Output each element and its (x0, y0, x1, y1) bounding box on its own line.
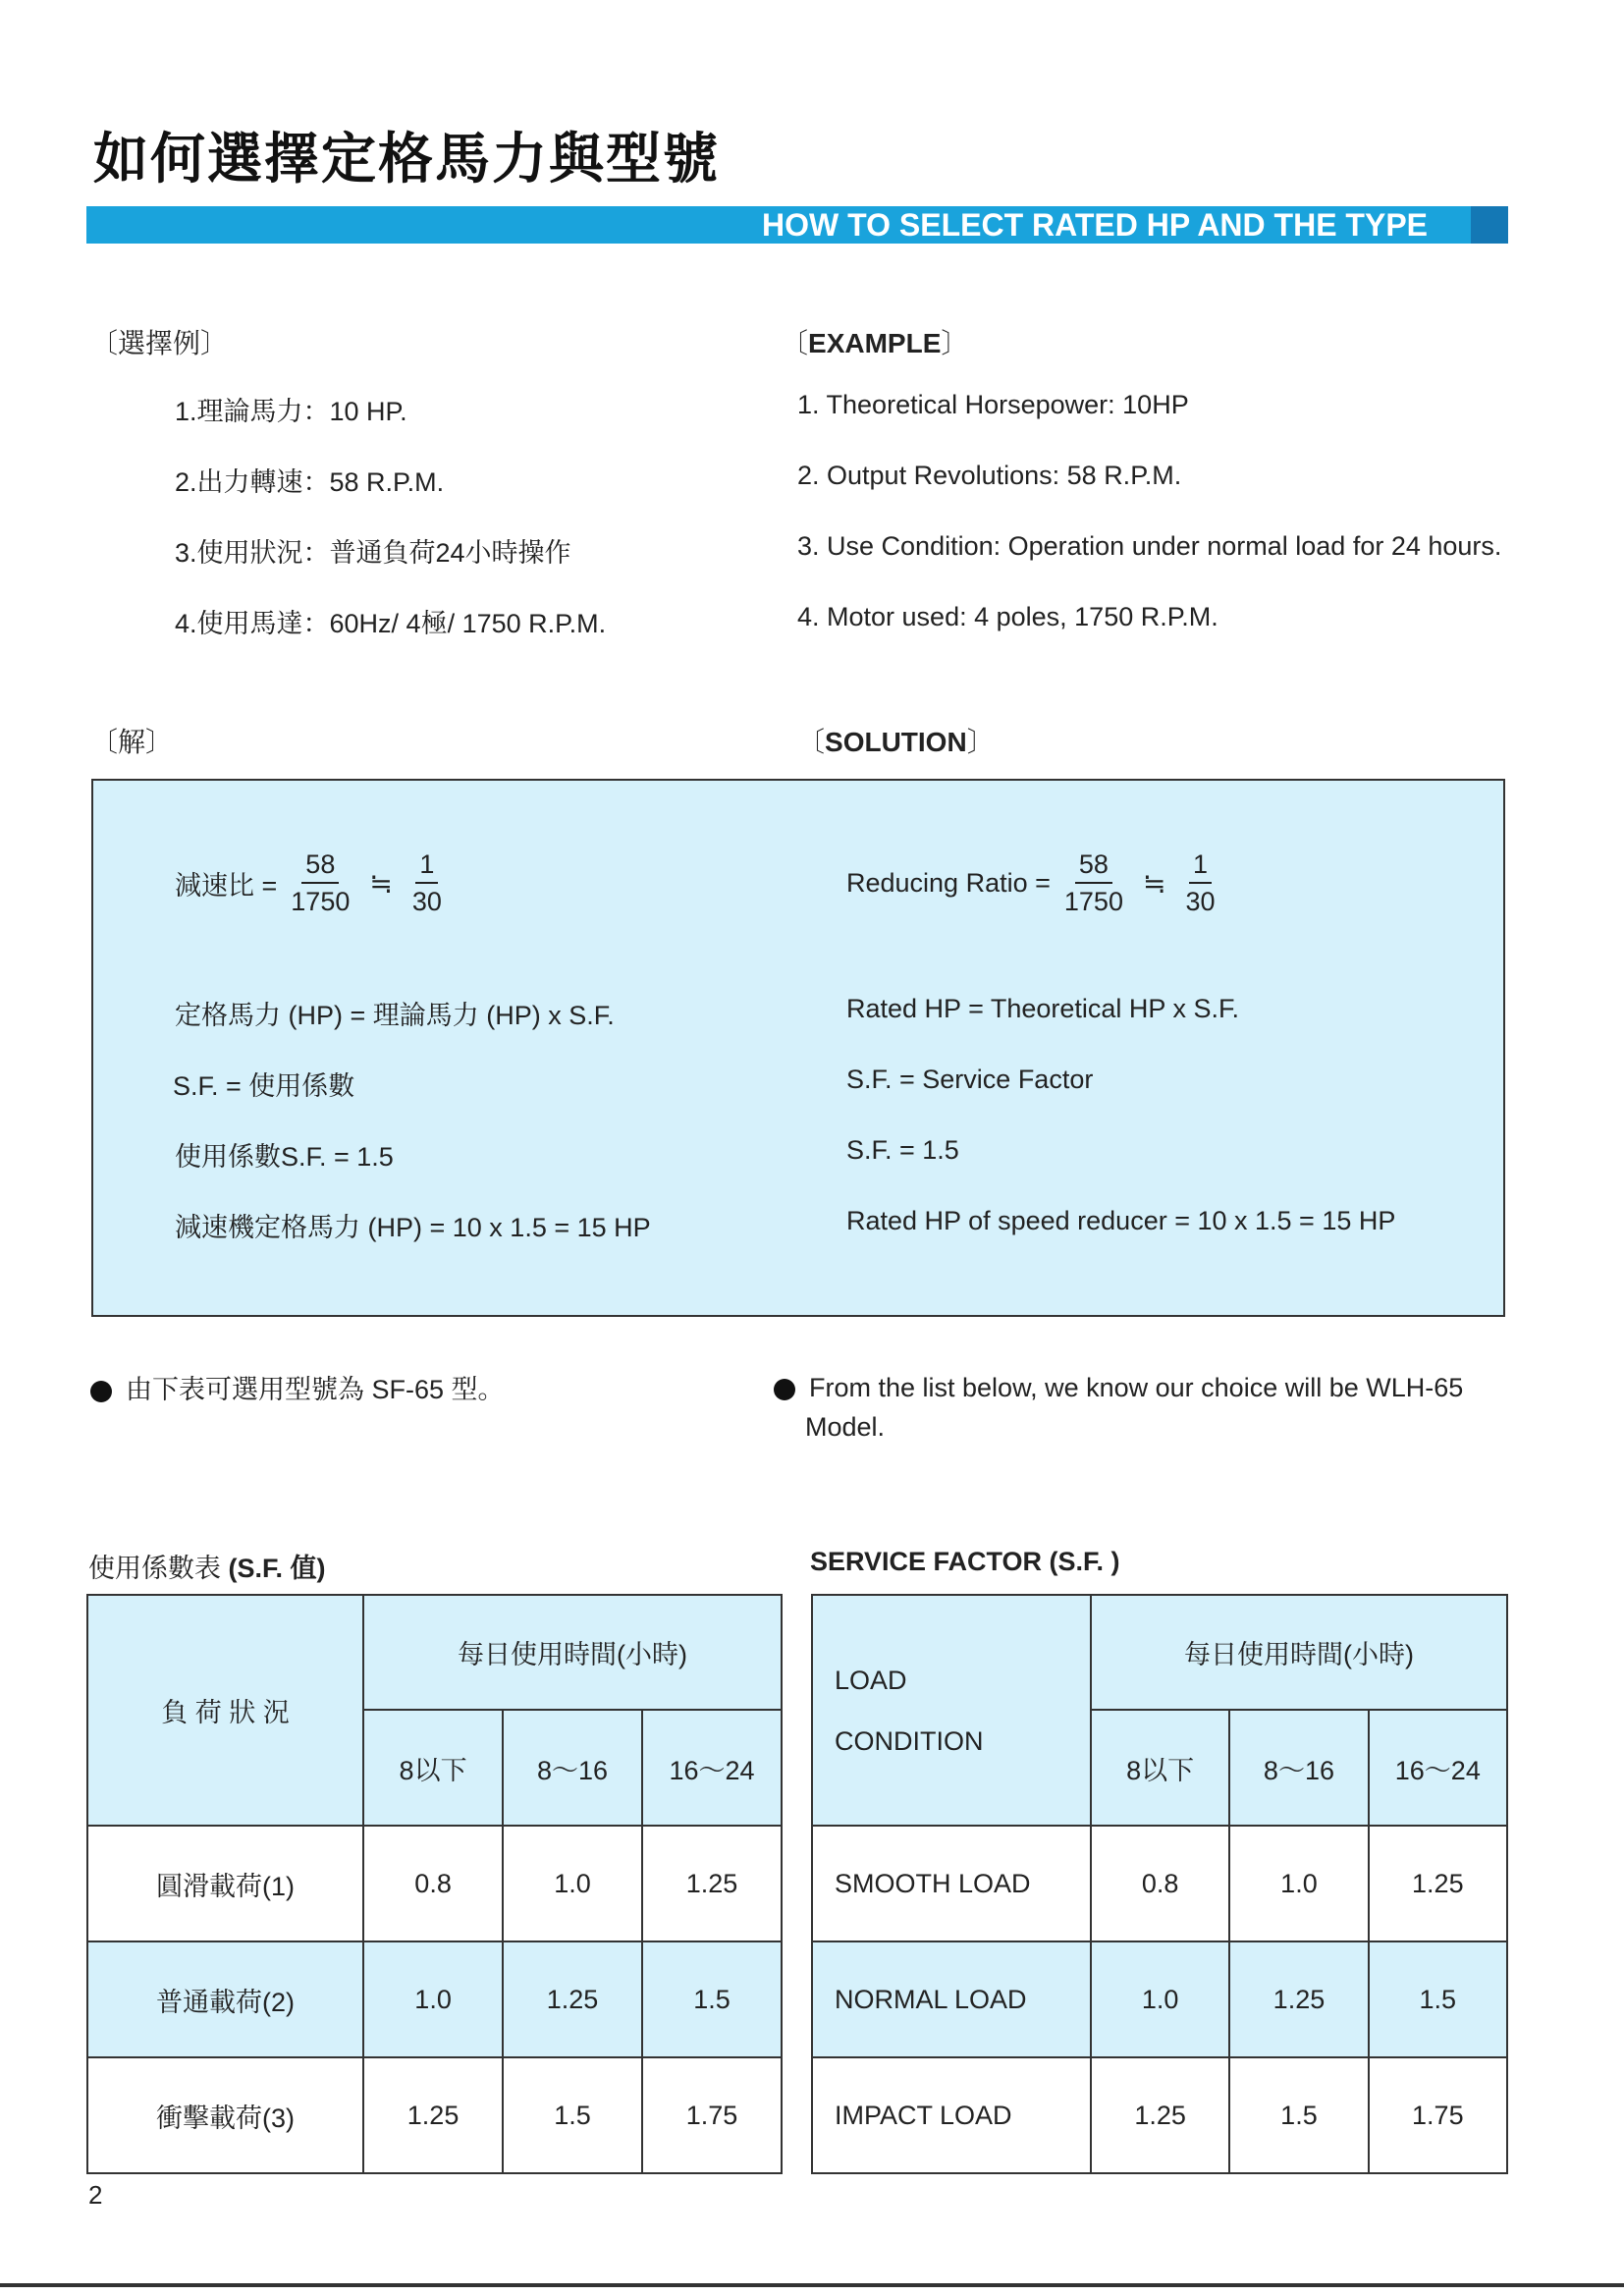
example-item-zh-2: 2.出力轉速：58 R.P.M. (175, 467, 445, 497)
example-item-zh-4: 4.使用馬達：60Hz/ 4極/ 1750 R.P.M. (175, 609, 607, 638)
page-title-en: HOW TO SELECT RATED HP AND THE TYPE (762, 207, 1428, 243)
solution-line-en-1: Rated HP = Theoretical HP x S.F. (846, 994, 1239, 1023)
service-factor-table-zh (86, 1594, 783, 2174)
table-cell: 1.5 (642, 1941, 782, 2057)
col-hours-16-24: 16～24 (642, 1710, 782, 1826)
solution-line-zh-3: 使用係數S.F. = 1.5 (175, 1142, 394, 1172)
ratio-formula-zh (175, 848, 456, 917)
solution-line-zh-2: S.F. = 使用係數 (173, 1071, 355, 1101)
load-condition-header: LOAD CONDITION (812, 1595, 1091, 1826)
table-row (87, 1826, 782, 1941)
example-item-en-4: 4. Motor used: 4 poles, 1750 R.P.M. (797, 602, 1218, 631)
table-row (812, 2057, 1507, 2173)
col-hours-8-16: 8～16 (1229, 1710, 1368, 1826)
row-label: IMPACT LOAD (812, 2057, 1091, 2173)
table-cell: 1.0 (363, 1941, 503, 2057)
ratio-formula-en (846, 848, 1229, 917)
table-cell: 1.5 (1369, 1941, 1507, 2057)
table-cell: 1.75 (642, 2057, 782, 2173)
table-row (87, 1941, 782, 2057)
col-hours-under-8: 8以下 (363, 1710, 503, 1826)
table-cell: 1.0 (1091, 1941, 1229, 2057)
solution-line-en-3: S.F. = 1.5 (846, 1135, 959, 1165)
example-item-en-2: 2. Output Revolutions: 58 R.P.M. (797, 461, 1182, 490)
table-cell: 0.8 (1091, 1826, 1229, 1941)
table-cell: 1.5 (503, 2057, 642, 2173)
col-hours-8-16: 8～16 (503, 1710, 642, 1826)
table-cell: 1.0 (1229, 1826, 1368, 1941)
solution-heading-en: 〔SOLUTION〕 (797, 727, 995, 757)
example-item-zh-1: 1.理論馬力：10 HP. (175, 397, 407, 426)
example-item-en-3: 3. Use Condition: Operation under normal load for 24 hours. (797, 531, 1502, 561)
table-cell: 1.25 (642, 1826, 782, 1941)
example-heading-en: 〔EXAMPLE〕 (781, 328, 969, 358)
title-banner-accent (1471, 206, 1508, 244)
row-label: 普通載荷(2) (87, 1941, 363, 2057)
col-hours-16-24: 16～24 (1369, 1710, 1507, 1826)
daily-hours-header: 每日使用時間(小時) (363, 1595, 782, 1710)
table-row (87, 2057, 782, 2173)
table-cell: 1.5 (1229, 2057, 1368, 2173)
ratio-fraction-simplified: $\frac{1}{30}$ (411, 849, 442, 916)
bullet-icon (774, 1379, 795, 1400)
solution-line-en-2: S.F. = Service Factor (846, 1065, 1094, 1094)
bottom-rule (0, 2283, 1624, 2287)
page-number: 2 (88, 2180, 103, 2210)
example-item-zh-3: 3.使用狀況：普通負荷24小時操作 (175, 538, 571, 568)
solution-line-zh-1: 定格馬力 (HP) = 理論馬力 (HP) x S.F. (175, 1001, 615, 1030)
conclusion-zh: 由下表可選用型號為 SF-65 型。 (90, 1368, 505, 1406)
bullet-icon (90, 1381, 112, 1402)
table-caption-zh: 使用係數表 (S.F. 值) (88, 1554, 326, 1583)
row-label: SMOOTH LOAD (812, 1826, 1091, 1941)
table-caption-en: SERVICE FACTOR (S.F. ) (810, 1547, 1120, 1576)
daily-hours-header: 每日使用時間(小時) (1091, 1595, 1507, 1710)
ratio-label-zh: 減速比 = (175, 870, 278, 901)
solution-line-zh-4: 減速機定格馬力 (HP) = 10 x 1.5 = 15 HP (175, 1213, 651, 1242)
approx-symbol: ≒ (1142, 867, 1166, 899)
ratio-fraction: $\frac{58}{1750}$ (1063, 849, 1123, 916)
row-label: 圓滑載荷(1) (87, 1826, 363, 1941)
ratio-fraction: $\frac{58}{1750}$ (291, 849, 351, 916)
table-row (812, 1826, 1507, 1941)
table-row (812, 1941, 1507, 2057)
table-cell: 0.8 (363, 1826, 503, 1941)
load-condition-header: 負 荷 狀 況 (87, 1595, 363, 1826)
table-cell: 1.25 (1229, 1941, 1368, 2057)
title-banner (86, 206, 1508, 244)
conclusion-en: From the list below, we know our choice will be WLH-65 Model. (774, 1368, 1520, 1447)
example-heading-zh: 〔選擇例〕 (90, 328, 229, 358)
table-cell: 1.25 (503, 1941, 642, 2057)
solution-line-en-4: Rated HP of speed reducer = 10 x 1.5 = 15 HP (846, 1206, 1396, 1235)
row-label: 衝擊載荷(3) (87, 2057, 363, 2173)
example-item-en-1: 1. Theoretical Horsepower: 10HP (797, 390, 1189, 419)
table-cell: 1.0 (503, 1826, 642, 1941)
table-cell: 1.25 (1369, 1826, 1507, 1941)
col-hours-under-8: 8以下 (1091, 1710, 1229, 1826)
solution-heading-zh: 〔解〕 (90, 727, 174, 757)
row-label: NORMAL LOAD (812, 1941, 1091, 2057)
table-cell: 1.25 (363, 2057, 503, 2173)
table-cell: 1.25 (1091, 2057, 1229, 2173)
service-factor-table-en (811, 1594, 1508, 2174)
approx-symbol: ≒ (369, 867, 393, 899)
page-title-zh: 如何選擇定格馬力與型號 (93, 128, 720, 191)
ratio-label-en: Reducing Ratio = (846, 867, 1051, 898)
table-cell: 1.75 (1369, 2057, 1507, 2173)
ratio-fraction-simplified: $\frac{1}{30}$ (1185, 849, 1216, 916)
